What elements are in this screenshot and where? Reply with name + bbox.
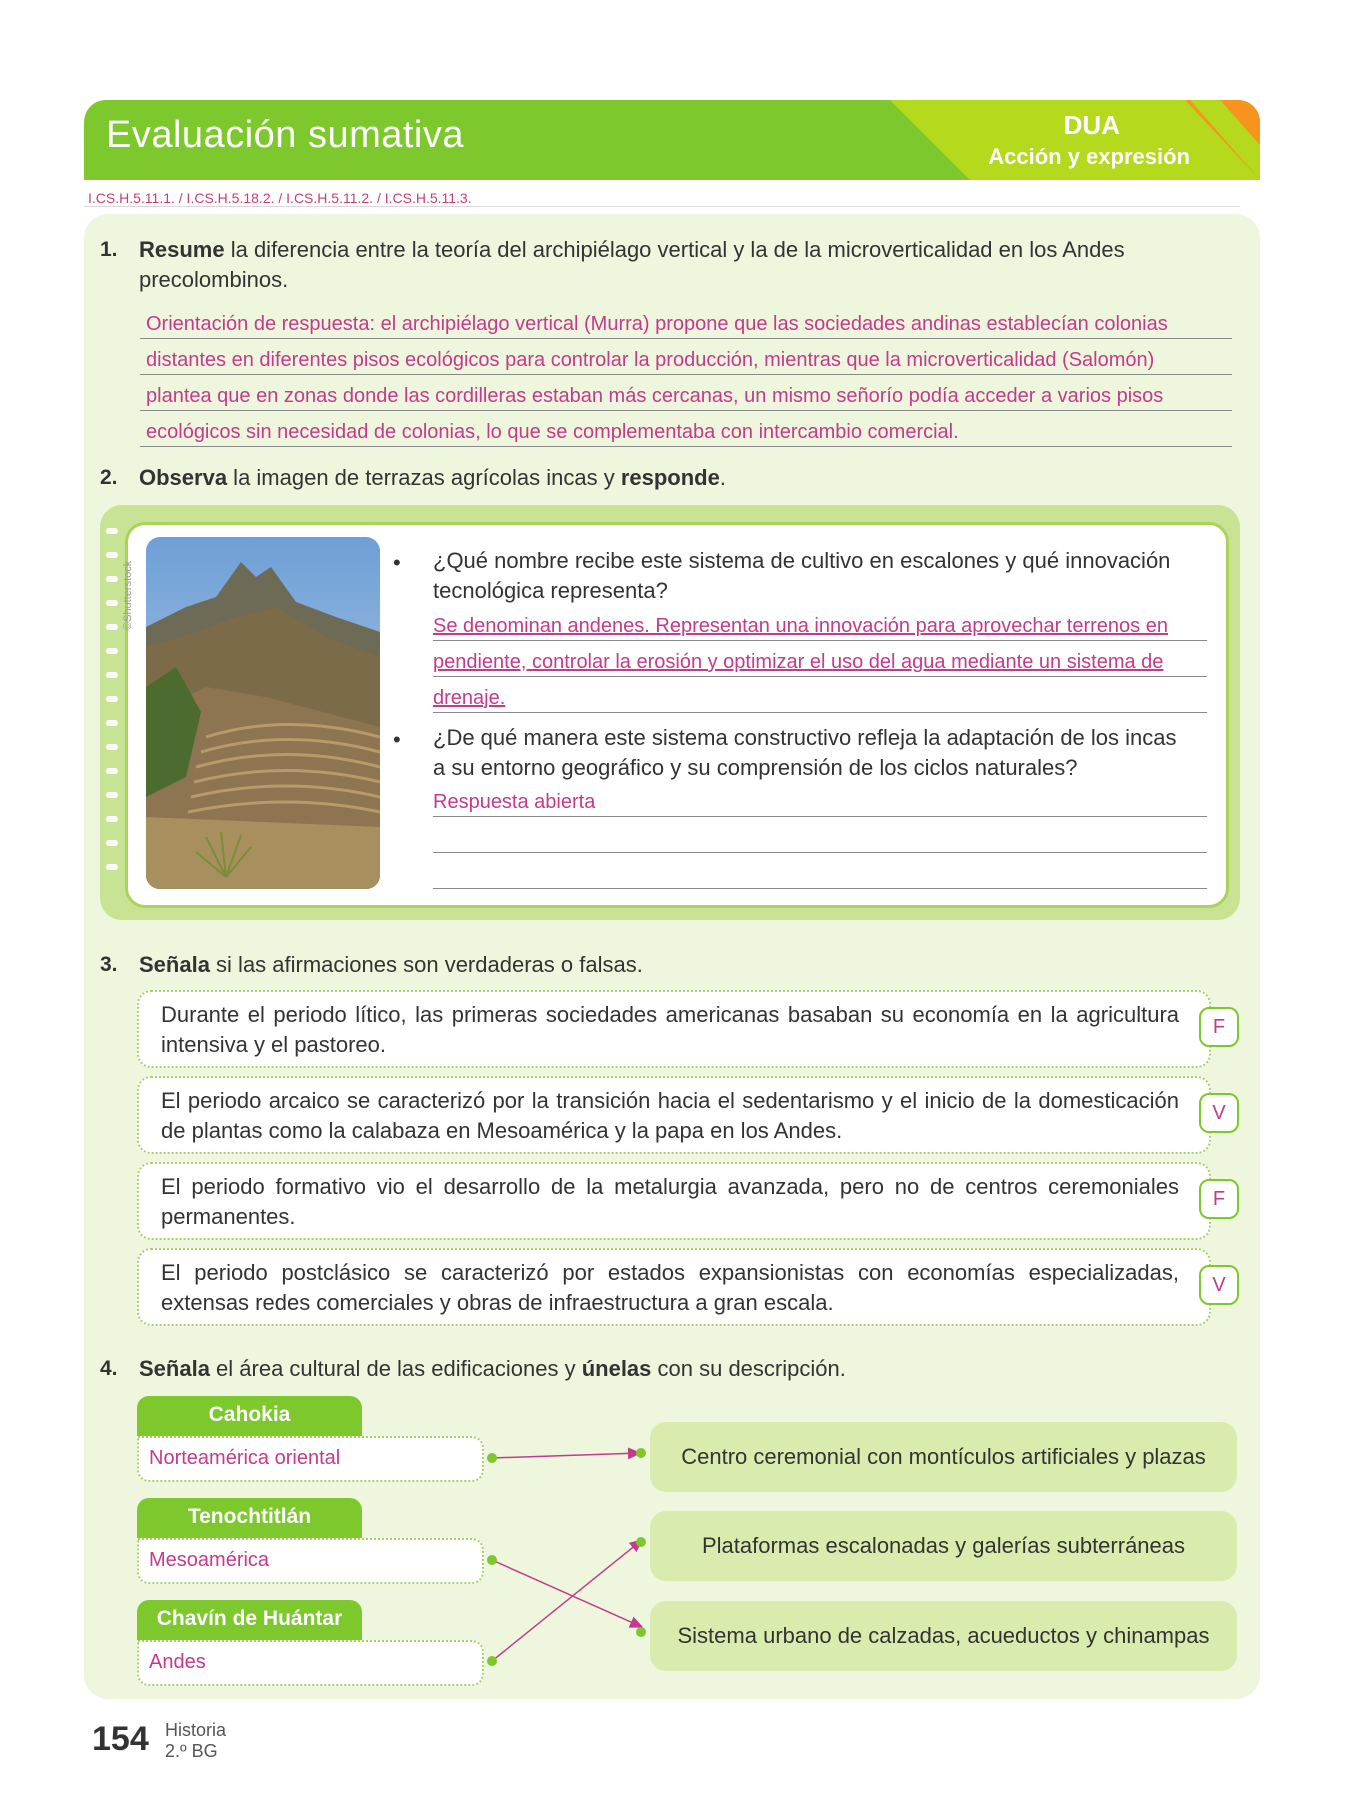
sub-question-text: ¿De qué manera este sistema constructivo refleja la adaptación de los incas — [433, 725, 1177, 750]
question-number: 4. — [100, 1357, 118, 1380]
true-false-box[interactable]: F — [1199, 1007, 1239, 1047]
grade-label: 2.º BG — [165, 1741, 218, 1761]
question-verb: responde — [620, 465, 720, 490]
match-line — [492, 1560, 642, 1627]
question-number: 2. — [100, 466, 118, 489]
area-answer-text: Andes — [149, 1651, 206, 1673]
site-label-chavin: Chavín de Huántar — [137, 1600, 362, 1640]
question-number: 1. — [100, 238, 118, 261]
bullet-icon: • — [393, 550, 401, 575]
true-false-box[interactable]: F — [1199, 1179, 1239, 1219]
answer-text: ecológicos sin necesidad de colonias, lo que se complementaba con intercambio comercial. — [146, 421, 959, 443]
statement-text: El periodo formativo vio el desarrollo de la metalurgia avanzada, pero no de centros ceremoniales permanentes. — [161, 1174, 1179, 1229]
question-verb: Señala — [139, 952, 210, 977]
answer-text: plantea que en zonas donde las cordilleras estaban más cercanas, un mismo señorío podía acceder a varios pisos — [146, 385, 1164, 407]
question-verb: únelas — [581, 1356, 652, 1381]
description-card: Sistema urbano de calzadas, acueductos y chinampas — [650, 1601, 1237, 1671]
statement-text: El periodo postclásico se caracterizó por estados expansionistas con economías especializadas, extensas redes comerciales y obras de infraestructura a gran escala. — [161, 1260, 1179, 1315]
dua-subtitle: Acción y expresión — [988, 144, 1190, 169]
bullet-icon: • — [393, 727, 401, 752]
answer-text: drenaje. — [433, 687, 506, 709]
sub-question-text-cont: tecnológica representa? — [433, 578, 668, 603]
connector-dot[interactable] — [636, 1537, 646, 1547]
connector-dot[interactable] — [636, 1627, 646, 1637]
question-text: . — [719, 465, 726, 490]
sub-question-text-cont: a su entorno geográfico y su comprensión de los ciclos naturales? — [433, 755, 1078, 780]
area-answer-text: Mesoamérica — [149, 1549, 270, 1571]
question-number: 3. — [100, 953, 118, 976]
true-false-box[interactable]: V — [1199, 1265, 1239, 1305]
connector-dot[interactable] — [487, 1453, 497, 1463]
connector-dot[interactable] — [487, 1555, 497, 1565]
answer-text: distantes en diferentes pisos ecológicos para controlar la producción, mientras que la microverticalidad (Salomón) — [146, 349, 1155, 371]
site-label-cahokia: Cahokia — [137, 1396, 362, 1436]
connector-dot[interactable] — [636, 1448, 646, 1458]
photo-credit: ©Shutterstock — [122, 560, 134, 630]
question-verb: Observa — [139, 465, 228, 490]
indicator-codes: I.CS.H.5.11.1. / I.CS.H.5.18.2. / I.CS.H.5.11.2. / I.CS.H.5.11.3. — [88, 190, 472, 206]
question-text: si las afirmaciones son verdaderas o falsas. — [209, 952, 643, 977]
question-text-cont: precolombinos. — [139, 267, 289, 292]
question-text: la diferencia entre la teoría del archipiélago vertical y la de la microverticalidad en los Andes — [224, 237, 1125, 262]
question-text: con su descripción. — [651, 1356, 846, 1381]
section-title: Evaluación sumativa — [106, 114, 465, 156]
question-verb: Señala — [139, 1356, 210, 1381]
answer-text: Orientación de respuesta: el archipiélago vertical (Murra) propone que las sociedades andinas establecían colonias — [146, 313, 1168, 335]
site-label-tenochtitlan: Tenochtitlán — [137, 1498, 362, 1538]
true-false-box[interactable]: V — [1199, 1093, 1239, 1133]
answer-text: pendiente, controlar la erosión y optimizar el uso del agua mediante un sistema de — [433, 651, 1164, 673]
question-verb: Resume — [139, 237, 225, 262]
answer-text: Se denominan andenes. Representan una innovación para aprovechar terrenos en — [433, 615, 1168, 637]
subject-label: Historia — [165, 1720, 227, 1740]
area-answer-text: Norteamérica oriental — [149, 1447, 341, 1469]
question-text: la imagen de terrazas agrícolas incas y — [227, 465, 621, 490]
connector-dot[interactable] — [487, 1656, 497, 1666]
description-card: Plataformas escalonadas y galerías subterráneas — [650, 1511, 1237, 1581]
page-number: 154 — [92, 1720, 149, 1758]
description-card: Centro ceremonial con montículos artificiales y plazas — [650, 1422, 1237, 1492]
statement-text: El periodo arcaico se caracterizó por la transición hacia el sedentarismo y el inicio de la domesticación de plantas como la calabaza en Mesoamérica y la papa en los Andes. — [161, 1088, 1179, 1143]
match-line — [492, 1453, 640, 1458]
answer-text: Respuesta abierta — [433, 791, 596, 813]
question-text: el área cultural de las edificaciones y — [209, 1356, 582, 1381]
statement-text: Durante el periodo lítico, las primeras sociedades americanas basaban su economía en la agricultura intensiva y el pastoreo. — [161, 1002, 1179, 1057]
dua-label: DUA — [1063, 110, 1120, 140]
match-line — [492, 1540, 642, 1661]
sub-question-text: ¿Qué nombre recibe este sistema de cultivo en escalones y qué innovación — [433, 548, 1171, 573]
